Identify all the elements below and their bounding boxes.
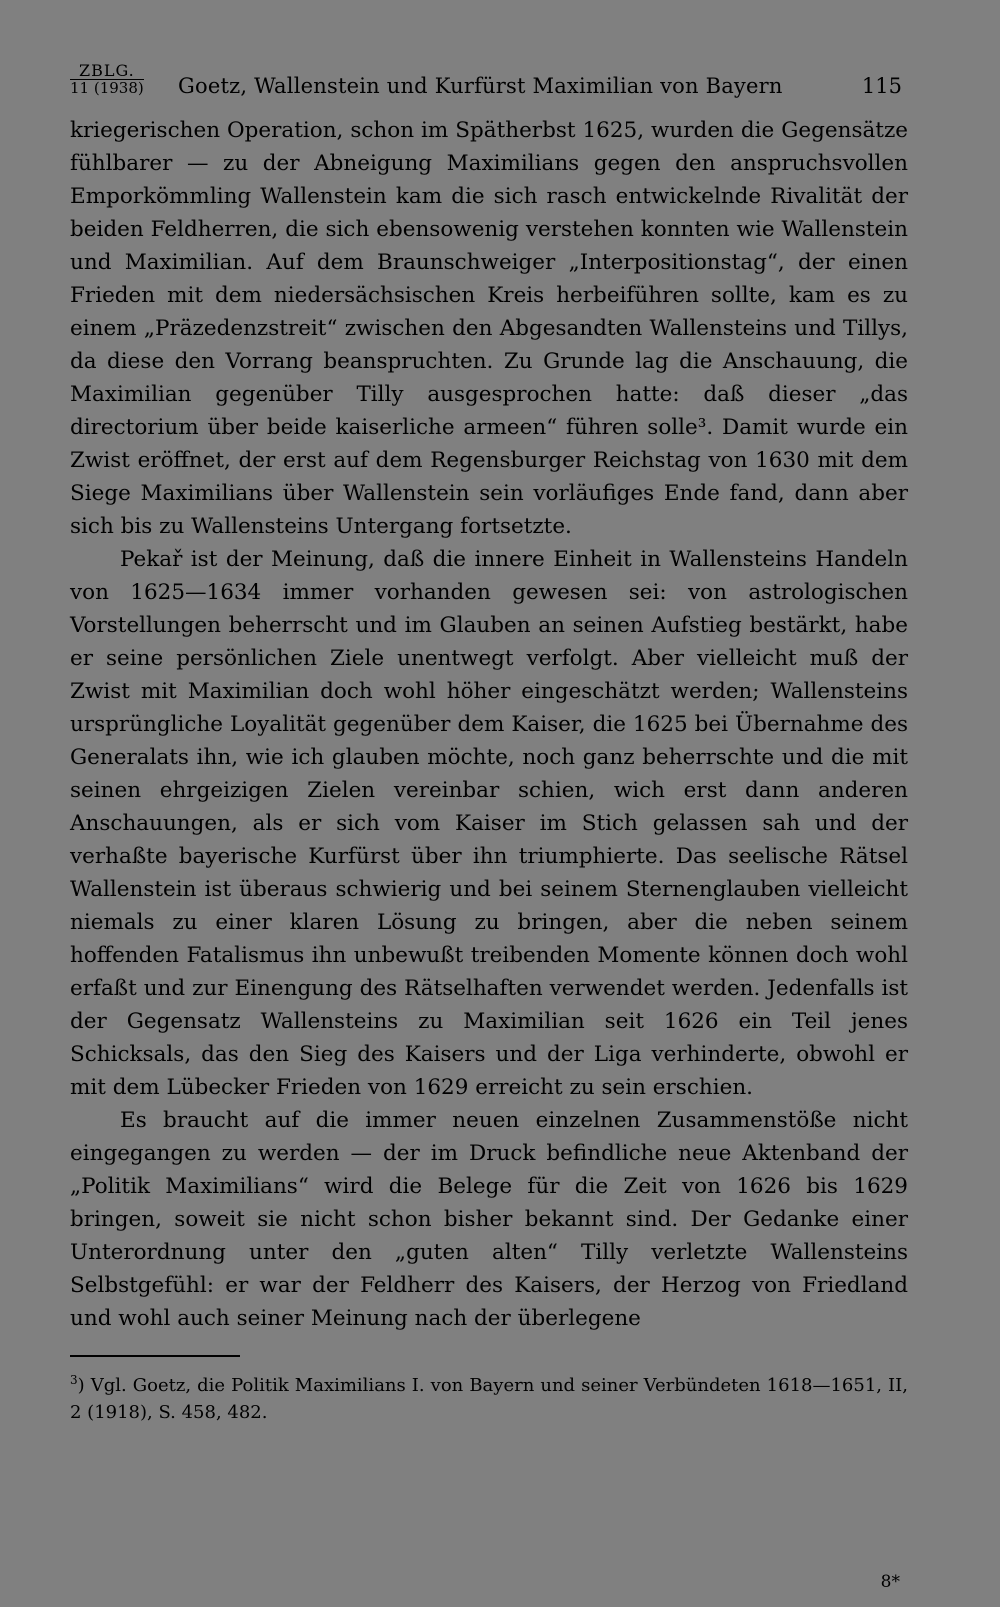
paragraph-2: Pekař ist der Meinung, daß die innere Einheit in Wallensteins Handeln von 1625—1634 immer vorhanden gewesen sei: von astrologischen Vorstellungen beherrscht und im Glauben an seinen Aufstieg bestärkt, habe er seine persönlichen Ziele unentwegt verfolgt. Aber vielleicht muß der Zwist mit Maximilian doch wohl höher eingeschätzt werden; Wallensteins ursprüngliche Loyalität gegenüber dem Kaiser, die 1625 bei Übernahme des Generalats ihn, wie ich glauben möchte, noch ganz beherrschte und die mit seinen ehrgeizigen Zielen vereinbar schien, wich erst dann anderen Anschauungen, als er sich vom Kaiser im Stich gelassen sah und der verhaßte bayerische Kurfürst über ihn triumphierte. Das seelische Rätsel Wallenstein ist überaus schwierig und bei seinem Sternenglauben vielleicht niemals zu einer klaren Lösung zu bringen, aber die neben seinem hoffenden Fatalismus ihn unbewußt treibenden Momente können doch wohl erfaßt und zur Einengung des Rätselhaften verwendet werden. Jedenfalls ist der Gegensatz Wallensteins zu Maximilian seit 1626 ein Teil jenes Schicksals, das den Sieg des Kaisers und der Liga verhinderte, obwohl er mit dem Lübecker Frieden von 1629 erreicht zu sein erschien.	[70, 547, 908, 1100]
footnote-rule	[70, 1355, 240, 1357]
footnote-text: Vgl. Goetz, die Politik Maximilians I. von Bayern und seiner Verbündeten 1618—1651, II, 2 (1918), S. 458, 482.	[70, 1375, 908, 1423]
page-header	[70, 62, 908, 114]
footnote-marker: 3	[70, 1373, 78, 1387]
journal-volume: 11 (1938)	[70, 79, 144, 97]
journal-citation	[70, 62, 144, 97]
body-text	[70, 114, 908, 1335]
paragraph-3: Es braucht auf die immer neuen einzelnen Zusammenstöße nicht eingegangen zu werden — der im Druck befindliche neue Aktenband der „Politik Maximilians“ wird die Belege für die Zeit von 1626 bis 1629 bringen, soweit sie nicht schon bisher bekannt sind. Der Gedanke einer Unterordnung unter den „guten alten“ Tilly verletzte Wallensteins Selbstgefühl: er war der Feldherr des Kaisers, der Herzog von Friedland und wohl auch seiner Meinung nach der überlegene	[70, 1108, 908, 1331]
paragraph-1: kriegerischen Operation, schon im Spätherbst 1625, wurden die Gegensätze fühlbarer — zu der Abneigung Maximilians gegen den anspruchsvollen Emporkömmling Wallenstein kam die sich rasch entwickelnde Rivalität der beiden Feldherren, die sich ebensowenig verstehen konnten wie Wallenstein und Maximilian. Auf dem Braunschweiger „Interpositionstag“, der einen Frieden mit dem niedersächsischen Kreis herbeiführen sollte, kam es zu einem „Präzedenzstreit“ zwischen den Abgesandten Wallensteins und Tillys, da diese den Vorrang beanspruchten. Zu Grunde lag die Anschauung, die Maximilian gegenüber Tilly ausgesprochen hatte: daß dieser „das directorium über beide kaiserliche armeen“ führen solle³. Damit wurde ein Zwist eröffnet, der erst auf dem Regensburger Reichstag von 1630 mit dem Siege Maximilians über Wallenstein sein vorläufiges Ende fand, dann aber sich bis zu Wallensteins Untergang fortsetzte.	[70, 118, 908, 539]
running-title: Goetz, Wallenstein und Kurfürst Maximilian von Bayern	[178, 74, 783, 98]
signature-mark: 8*	[880, 1572, 900, 1592]
document-page	[70, 62, 908, 1592]
journal-abbreviation: ZBLG.	[70, 62, 144, 80]
page-number: 115	[861, 74, 902, 98]
footnote: $^3$) Vgl. Goetz, die Politik Maximilians I. von Bayern und seiner Verbündeten 1618—1651, II, 2 (1918), S. 458, 482.	[70, 1373, 908, 1423]
